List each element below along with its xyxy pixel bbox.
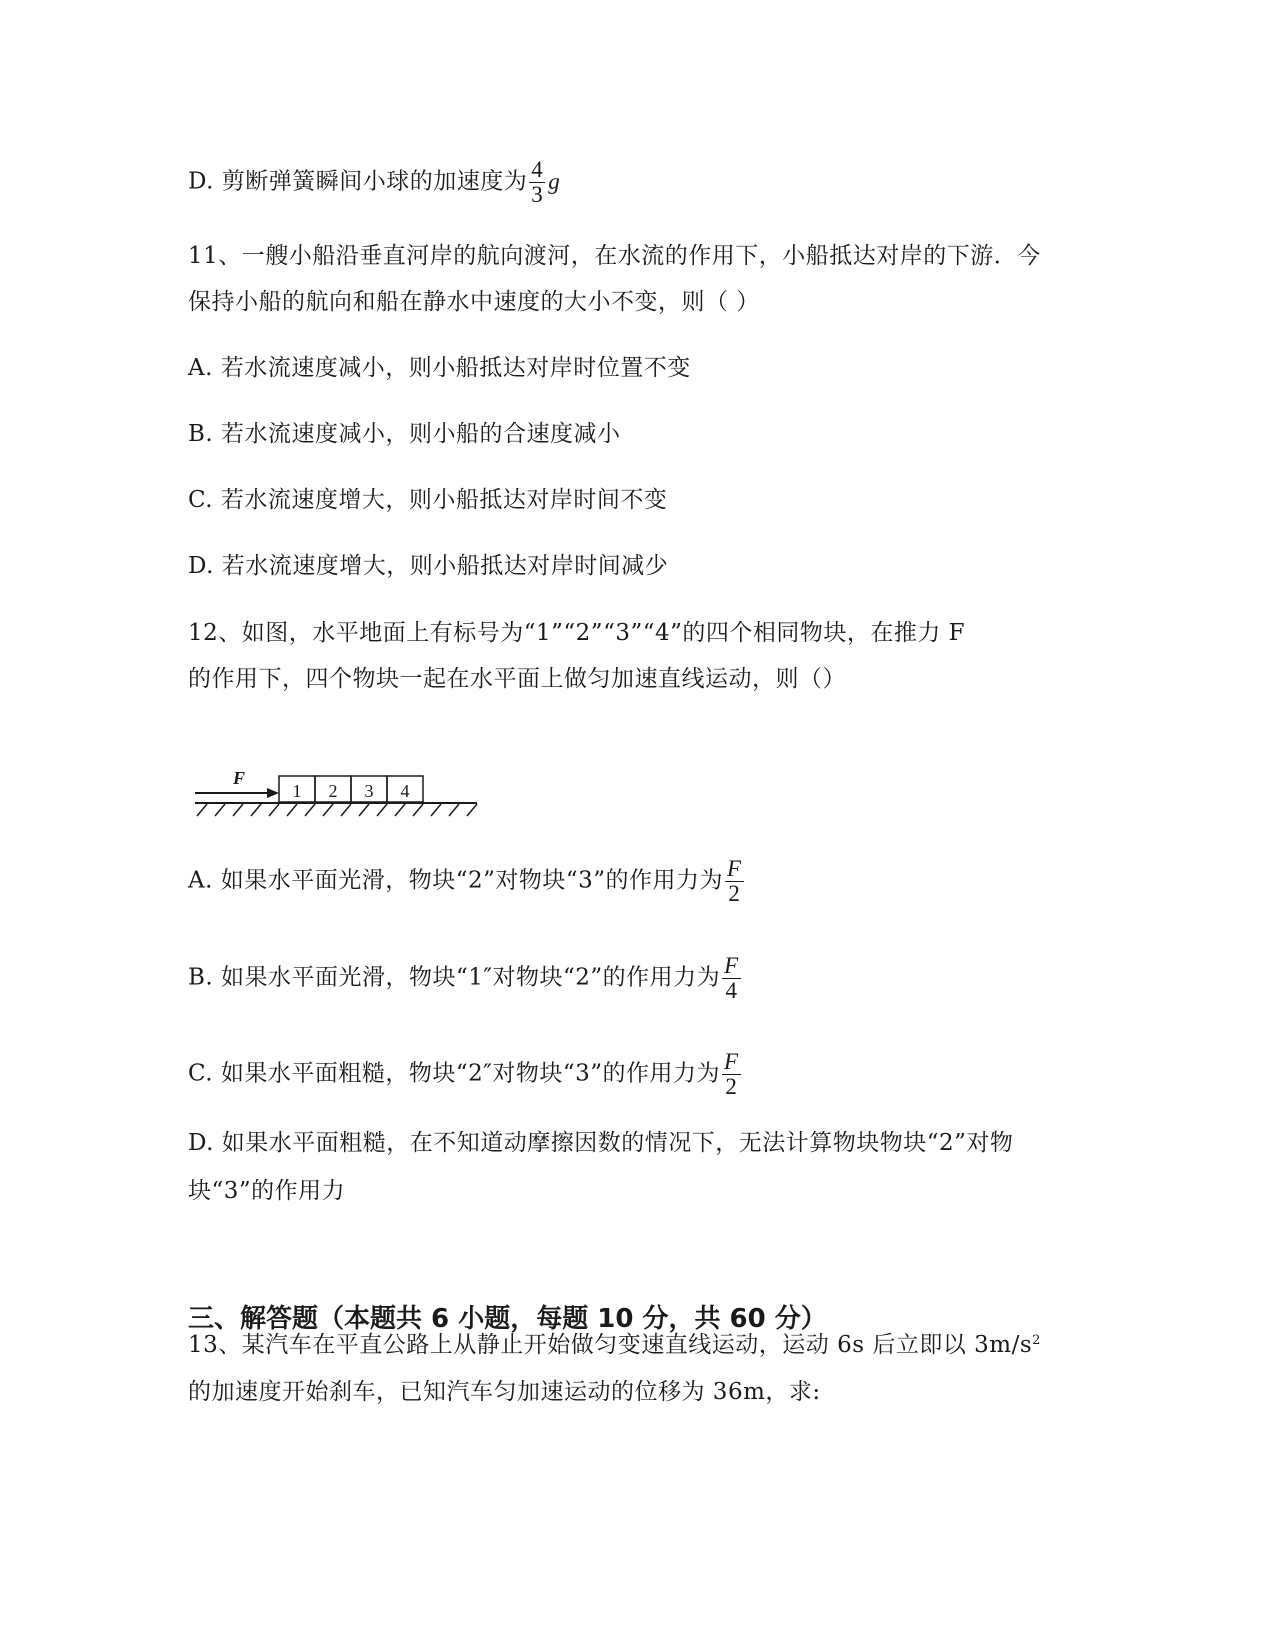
fraction-numerator: F [724,1049,739,1074]
ground-hatching [197,804,477,816]
block-3 [351,776,387,802]
q10-option-d-text: D. 剪断弹簧瞬间小球的加速度为 [188,168,528,195]
fraction-numerator: F [724,953,739,978]
q12-option-b-fraction [722,954,741,1003]
fraction-denominator: 3 [531,182,544,207]
q11-option-b: B. 若水流速度减小，则小船的合速度减小 [188,421,621,447]
superscript: 2 [1032,1333,1041,1348]
q12-option-c [188,1050,741,1099]
q12-option-d-line2: 块“3”的作用力 [188,1178,346,1204]
q11-stem-line1: 11、一艘小船沿垂直河岸的航向渡河，在水流的作用下，小船抵达对岸的下游．今 [188,243,1041,269]
q12-blocks-figure [195,770,485,830]
q12-option-b [188,954,741,1003]
gravity-symbol: g [548,168,561,194]
q12-option-a-fraction [725,857,744,906]
q12-option-c-text: C. 如果水平面粗糙，物块“2″对物块“3”的作用力为 [188,1060,721,1087]
q12-option-a [188,857,744,906]
block-1-label: 1 [292,781,302,801]
q11-option-d: D. 若水流速度增大，则小船抵达对岸时间减少 [188,553,669,579]
section-heading: 三、解答题（本题共 6 小题，每题 10 分，共 60 分） [188,1304,827,1334]
block-2 [315,776,351,802]
q10-option-d-fraction [529,158,545,207]
q11-option-c: C. 若水流速度增大，则小船抵达对岸时间不变 [188,487,668,513]
block-4-label: 4 [400,781,410,801]
q12-stem-line2: 的作用下，四个物块一起在水平面上做匀加速直线运动，则（） [188,666,846,692]
block-4 [387,776,423,802]
q10-option-d [188,158,560,207]
force-label: F [233,770,246,788]
force-arrow-head [267,788,279,798]
block-2-label: 2 [328,781,338,801]
q13-stem-line1 [188,1330,1041,1360]
q11-option-a: A. 若水流速度减小，则小船抵达对岸时位置不变 [188,355,691,381]
q11-stem-line2: 保持小船的航向和船在静水中速度的大小不变，则（ ） [188,289,760,315]
fraction-denominator: 2 [728,881,741,906]
q12-option-b-text: B. 如果水平面光滑，物块“1″对物块“2”的作用力为 [188,964,721,991]
q13-stem-line2: 的加速度开始刹车，已知汽车匀加速运动的位移为 36m，求: [188,1379,821,1405]
fraction-denominator: 2 [725,1074,738,1099]
block-3-label: 3 [364,781,374,801]
fraction-numerator: 4 [531,157,544,182]
block-1 [279,776,315,802]
q12-stem-line1: 12、如图，水平地面上有标号为“1”“2”“3”“4”的四个相同物块，在推力 F [188,620,966,646]
q13-stem-line1-text: 13、某汽车在平直公路上从静止开始做匀变速直线运动，运动 6s 后立即以 3m/s [188,1332,1033,1358]
fraction-denominator: 4 [725,978,738,1003]
q12-option-d-line1: D. 如果水平面粗糙，在不知道动摩擦因数的情况下，无法计算物块物块“2”对物 [188,1130,1014,1156]
fraction-numerator: F [727,856,742,881]
q12-option-a-text: A. 如果水平面光滑，物块“2”对物块“3”的作用力为 [188,867,724,894]
q12-option-c-fraction [722,1050,741,1099]
